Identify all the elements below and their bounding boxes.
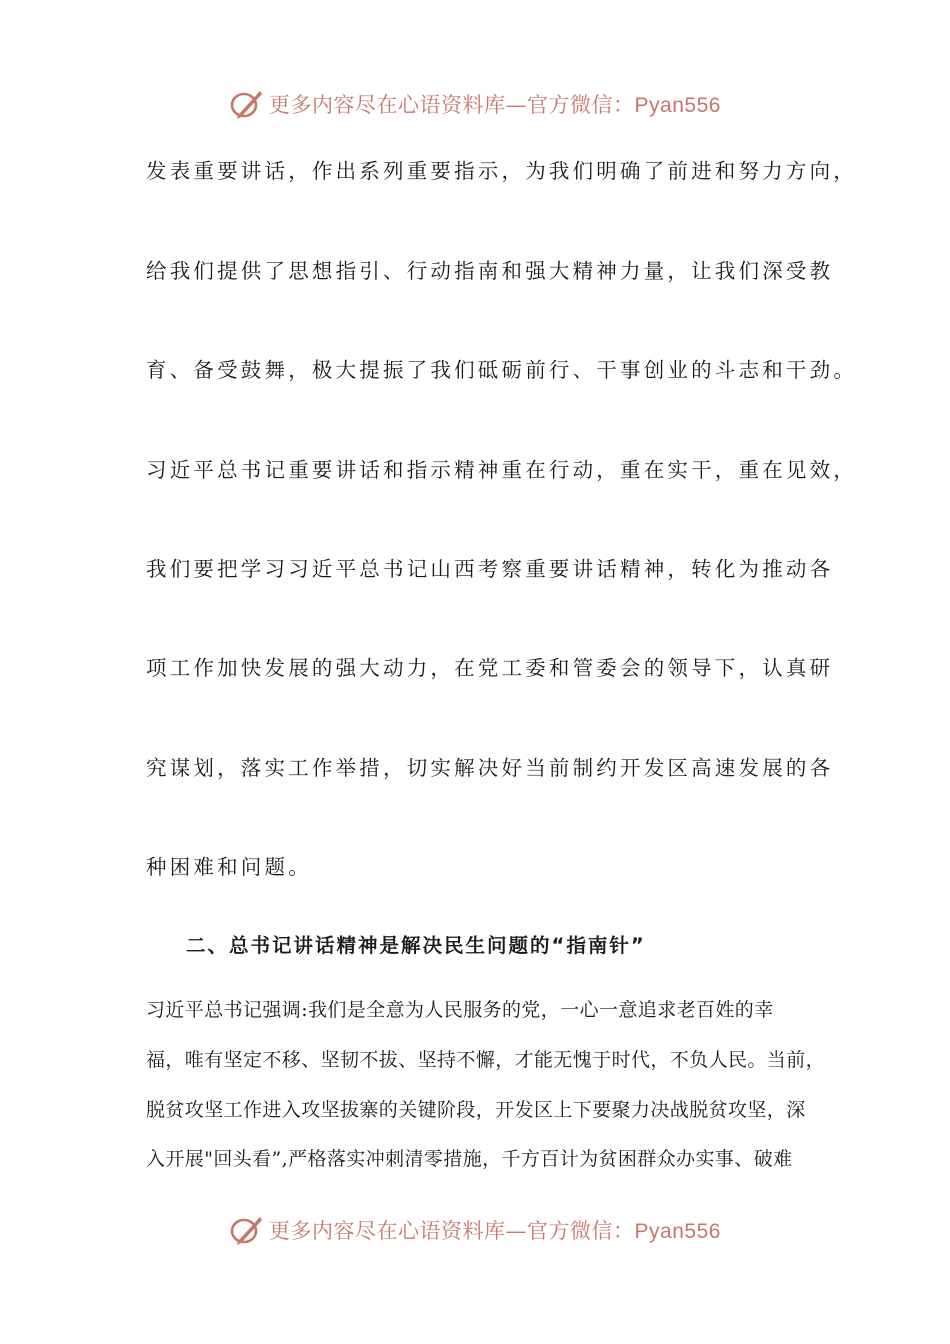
body-line-1: 发表重要讲话，作出系列重要指示，为我们明确了前进和努力方向， bbox=[146, 159, 857, 183]
paragraph-line-1: 习近平总书记强调:我们是全意为人民服务的党，一心一意追求老百姓的幸 bbox=[146, 999, 774, 1021]
paragraph-line-2: 福，唯有坚定不移、坚韧不拔、坚持不懈，才能无愧于时代，不负人民。当前， bbox=[146, 1049, 826, 1071]
body-line-4: 习近平总书记重要讲话和指示精神重在行动，重在实干，重在见效， bbox=[146, 458, 857, 482]
quill-pen-logo-icon bbox=[229, 86, 265, 122]
paragraph-line-3: 脱贫攻坚工作进入攻坚拔寨的关键阶段，开发区上下要聚力决战脱贫攻坚，深 bbox=[146, 1099, 806, 1121]
footer-watermark bbox=[0, 1208, 950, 1252]
header-watermark bbox=[0, 82, 950, 126]
body-line-2: 给我们提供了思想指引、行动指南和强大精神力量，让我们深受教 bbox=[146, 259, 834, 283]
paragraph-line-4: 入开展"回头看”,严格落实冲刺清零措施，千方百计为贫困群众办实事、破难 bbox=[146, 1148, 793, 1170]
watermark-text: 更多内容尽在心语资料库—官方微信：Pyan556 bbox=[269, 93, 721, 117]
watermark-text: 更多内容尽在心语资料库—官方微信：Pyan556 bbox=[269, 1219, 721, 1243]
quill-pen-logo-icon bbox=[229, 1212, 265, 1248]
body-line-8: 种困难和问题。 bbox=[146, 855, 312, 879]
body-line-6: 项工作加快发展的强大动力，在党工委和管委会的领导下，认真研 bbox=[146, 656, 834, 680]
body-line-5: 我们要把学习习近平总书记山西考察重要讲话精神，转化为推动各 bbox=[146, 557, 834, 581]
body-line-7: 究谋划，落实工作举措，切实解决好当前制约开发区高速发展的各 bbox=[146, 756, 834, 780]
section-heading: 二、总书记讲话精神是解决民生问题的“指南针” bbox=[186, 934, 646, 957]
body-line-3: 育、备受鼓舞，极大提振了我们砥砺前行、干事创业的斗志和干劲。 bbox=[146, 358, 857, 382]
